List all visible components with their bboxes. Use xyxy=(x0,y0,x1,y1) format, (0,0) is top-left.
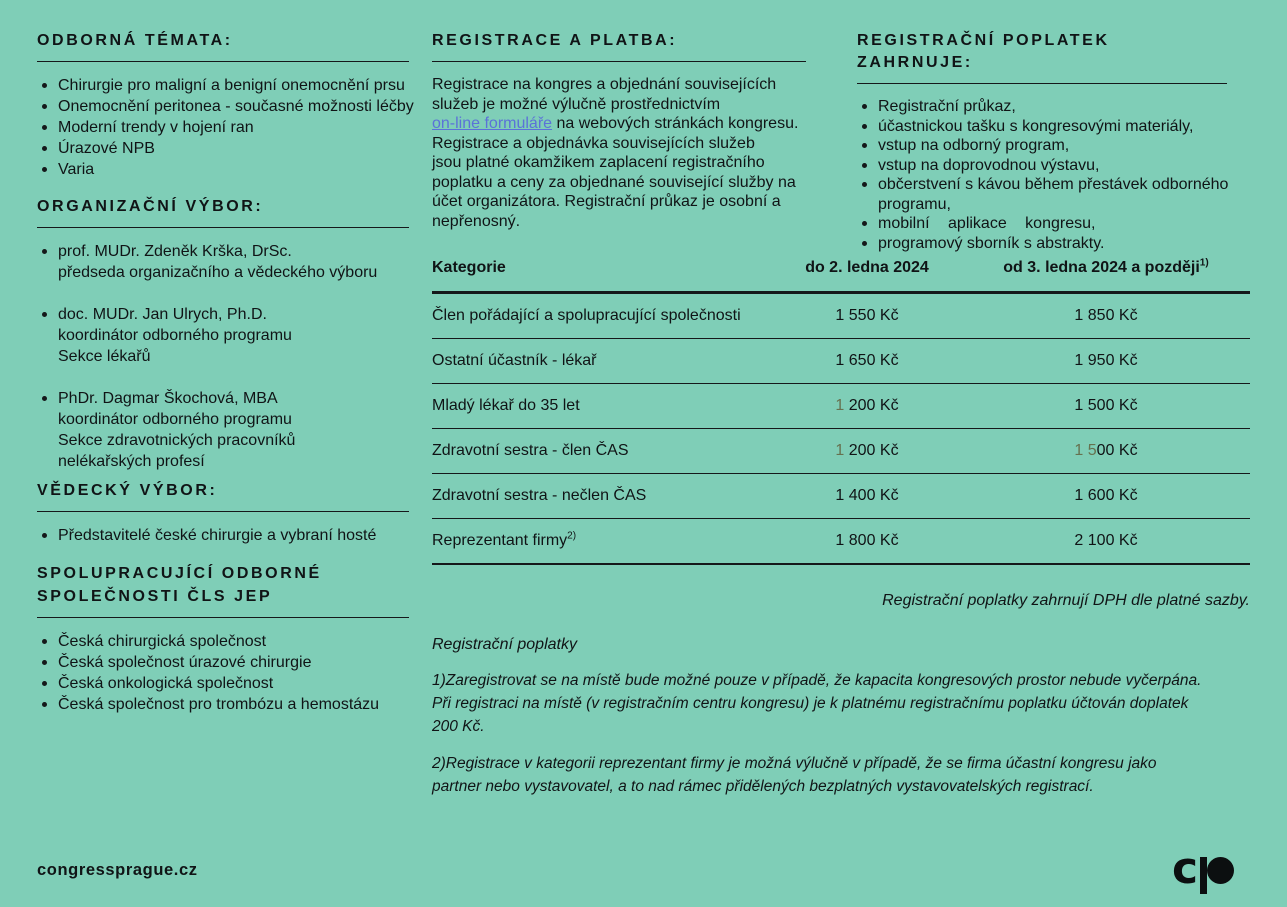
bullet-icon xyxy=(42,533,47,538)
topics-list xyxy=(37,75,427,180)
member-name: PhDr. Dagmar Škochová, MBA xyxy=(58,390,278,407)
category-label: Zdravotní sestra - člen ČAS xyxy=(432,442,629,459)
societies-list xyxy=(37,631,427,715)
footnote-1: 1)Zaregistrovat se na místě bude možné pouze v případě, že kapacita kongresových prostor nebude vyčerpána. Při registraci na místě (v registračním centru kongresu) je k platnému registračnímu poplatku účtován doplatek 200 Kč. xyxy=(432,672,1202,735)
fee-includes-heading: REGISTRAČNÍ POPLATEK ZAHRNUJE: xyxy=(857,30,1227,84)
topics-heading: ODBORNÁ TÉMATA: xyxy=(37,30,409,62)
bullet-icon xyxy=(42,396,47,401)
fees-table-header xyxy=(432,259,1250,294)
scientific-list xyxy=(37,525,427,546)
bullet-icon xyxy=(42,125,47,130)
list-item: Česká společnost pro trombózu a hemostázu xyxy=(37,694,427,715)
price-early: 1 650 Kč xyxy=(835,352,899,369)
list-item: občerstvení s kávou během přestávek odborného programu, xyxy=(857,175,1257,214)
committee-member xyxy=(37,304,427,367)
price-early: 1 400 Kč xyxy=(835,487,899,504)
organizing-committee-heading: ORGANIZAČNÍ VÝBOR: xyxy=(37,196,409,228)
bullet-icon xyxy=(862,241,867,246)
price-late: 1 500 Kč xyxy=(1074,442,1138,459)
bullet-icon xyxy=(42,702,47,707)
table-row xyxy=(432,519,1250,565)
table-row xyxy=(432,294,1250,339)
price-early: 1 800 Kč xyxy=(835,532,899,549)
left-column xyxy=(37,30,427,715)
congress-prague-logo xyxy=(1172,852,1238,896)
price-late: 1 500 Kč xyxy=(1074,397,1138,414)
bullet-icon xyxy=(42,312,47,317)
vat-note: Registrační poplatky zahrnují DPH dle platné sazby. xyxy=(882,592,1250,609)
committee-member xyxy=(37,388,427,472)
category-label: Člen pořádající a spolupracující společnosti xyxy=(432,307,741,324)
category-label: Zdravotní sestra - nečlen ČAS xyxy=(432,487,647,504)
list-item: vstup na odborný program, xyxy=(857,136,1257,156)
bullet-icon xyxy=(42,167,47,172)
table-row xyxy=(432,339,1250,384)
committee-member xyxy=(37,241,427,283)
member-name: prof. MUDr. Zdeněk Krška, DrSc. xyxy=(58,243,292,260)
price-late: 1 850 Kč xyxy=(1074,307,1138,324)
price-early: 1 200 Kč xyxy=(835,397,899,414)
fees-table xyxy=(432,259,1250,565)
category-label: Reprezentant firmy xyxy=(432,532,568,549)
bullet-icon xyxy=(42,83,47,88)
bullet-icon xyxy=(42,639,47,644)
logo-letter-c: c xyxy=(1172,852,1199,894)
bullet-icon xyxy=(42,660,47,665)
table-row xyxy=(432,429,1250,474)
member-role: koordinátor odborného programu xyxy=(58,327,292,344)
section-societies xyxy=(37,562,427,715)
list-item: Chirurgie pro maligní a benigní onemocnění prsu xyxy=(37,75,427,96)
member-role: předseda organizačního a vědeckého výboru xyxy=(58,264,378,281)
list-item: Česká společnost úrazové chirurgie xyxy=(37,652,427,673)
footnote-ref: 1) xyxy=(1199,257,1209,269)
member-role: Sekce zdravotnických pracovníků xyxy=(58,432,296,449)
member-role: nelékařských profesí xyxy=(58,453,205,470)
bullet-icon xyxy=(862,182,867,187)
registration-fees-label: Registrační poplatky xyxy=(432,636,577,653)
website-url: congressprague.cz xyxy=(37,861,198,879)
list-item: vstup na doprovodnou výstavu, xyxy=(857,156,1257,176)
section-organizing-committee xyxy=(37,196,427,472)
bullet-icon xyxy=(862,163,867,168)
list-item: účastnickou tašku s kongresovými materiály, xyxy=(857,117,1257,137)
price-late: 2 100 Kč xyxy=(1074,532,1138,549)
column-header-category: Kategorie xyxy=(432,259,506,276)
list-item: Představitelé české chirurgie a vybraní hosté xyxy=(37,525,427,546)
footnote-2: 2)Registrace v kategorii reprezentant firmy je možná výlučně v případě, že se firma účastní kongresu jako partner nebo vystavovatel, a to nad rámec přidělených bezplatných vystavovatelských registrací. xyxy=(432,755,1157,795)
list-item: Varia xyxy=(37,159,427,180)
category-label: Mladý lékař do 35 let xyxy=(432,397,580,414)
bullet-icon xyxy=(42,146,47,151)
section-topics xyxy=(37,30,427,180)
list-item: Česká chirurgická společnost xyxy=(37,631,427,652)
member-name: doc. MUDr. Jan Ulrych, Ph.D. xyxy=(58,306,267,323)
registration-paragraph: Registrace na kongres a objednání souvisejících služeb je možné výlučně prostřednictvím on-line formuláře na webových stránkách kongresu. Registrace a objednávka souvisejících služeb jsou platné okamžikem zaplacení registračního poplatku a ceny za objednané související služby na účet organizátora. Registrační průkaz je osobní a nepřenosný. xyxy=(432,76,799,230)
bullet-icon xyxy=(42,104,47,109)
table-row xyxy=(432,474,1250,519)
logo-stem xyxy=(1200,857,1207,894)
logo-dot xyxy=(1207,857,1234,884)
member-role: Sekce lékařů xyxy=(58,348,151,365)
list-item: Úrazové NPB xyxy=(37,138,427,159)
column-header-early: do 2. ledna 2024 xyxy=(805,259,929,276)
list-item: programový sborník s abstrakty. xyxy=(857,234,1257,254)
section-registration xyxy=(432,30,806,231)
bullet-icon xyxy=(42,681,47,686)
bullet-icon xyxy=(862,124,867,129)
list-item: mobilní aplikace kongresu, xyxy=(857,214,1257,234)
footnote-ref: 2) xyxy=(567,530,577,542)
societies-heading: SPOLUPRACUJÍCÍ ODBORNÉ SPOLEČNOSTI ČLS JEP xyxy=(37,562,409,618)
category-label: Ostatní účastník - lékař xyxy=(432,352,597,369)
price-late: 1 950 Kč xyxy=(1074,352,1138,369)
bullet-icon xyxy=(862,143,867,148)
fee-includes-list xyxy=(857,97,1257,253)
section-fee-includes xyxy=(857,30,1257,253)
list-item: Registrační průkaz, xyxy=(857,97,1257,117)
bullet-icon xyxy=(42,249,47,254)
bullet-icon xyxy=(862,221,867,226)
online-form-link[interactable]: on-line formuláře xyxy=(432,115,553,132)
member-role: koordinátor odborného programu xyxy=(58,411,292,428)
price-early: 1 550 Kč xyxy=(835,307,899,324)
list-item: Moderní trendy v hojení ran xyxy=(37,117,427,138)
column-header-late: od 3. ledna 2024 a později$^{1)}$ xyxy=(1003,257,1209,276)
section-scientific-committee xyxy=(37,480,427,546)
registration-heading: REGISTRACE A PLATBA: xyxy=(432,30,806,62)
list-item: Česká onkologická společnost xyxy=(37,673,427,694)
price-early: 1 200 Kč xyxy=(835,442,899,459)
list-item: Onemocnění peritonea - současné možnosti léčby xyxy=(37,96,427,117)
price-late: 1 600 Kč xyxy=(1074,487,1138,504)
scientific-committee-heading: VĚDECKÝ VÝBOR: xyxy=(37,480,409,512)
bullet-icon xyxy=(862,104,867,109)
table-row xyxy=(432,384,1250,429)
